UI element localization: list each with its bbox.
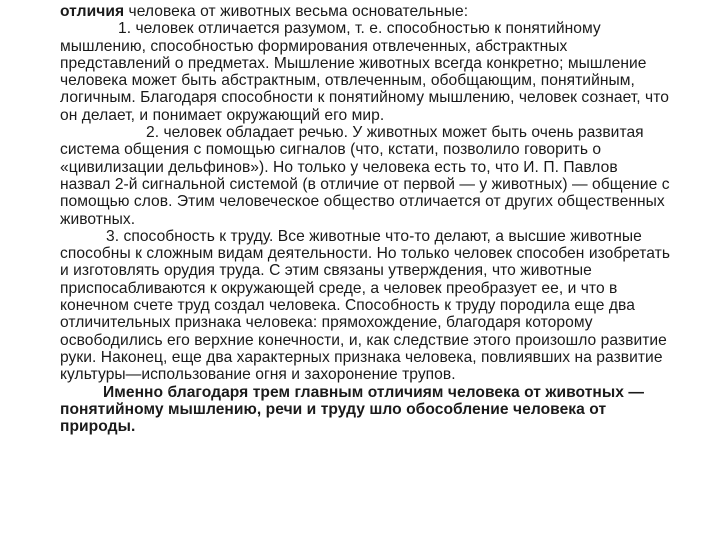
point-2-paragraph: 2. человек обладает речью. У животных может быть очень развитая система общения с помощью сигналов (что, кстати, позволило говорить о «цивилизации дельфинов»). Но только у человека есть то, что И. П. Павлов назвал 2-й сигнальной системой (в отличие от первой — у животных) — общение с помощью слов. Этим человеческое общество отличается от других общественных животных. [60, 124, 670, 228]
intro-paragraph [60, 3, 672, 20]
point-3-paragraph: 3. способность к труду. Все животные что-то делают, а высшие животные способны к сложным видам деятельности. Но только человек способен изобретать и изготовлять орудия труда. С этим связаны утверждения, что животные приспосабливаются к окружающей среде, а человек преобразует ее, и что в конечном счете труд создал человека. Способность к труду породила еще два отличительных признака человека: прямохождение, благодаря которому освободились его верхние конечности, и, как следствие этого произошло развитие руки. Наконец, еще два характерных признака человека, повлиявших на развитие культуры—использование огня и захоронение трупов. [60, 227, 671, 384]
intro-text: человека от животных весьма основательные: [124, 3, 469, 20]
document-text [60, 3, 672, 435]
intro-bold-word: отличия [60, 3, 125, 20]
conclusion-paragraph: Именно благодаря трем главным отличиям человека от животных — понятийному мышлению, речи и труду шло обособление человека от природы. [60, 383, 645, 436]
point-1-paragraph: 1. человек отличается разумом, т. е. способностью к понятийному мышлению, способностью формирования отвлеченных, абстрактных представлений о предметах. Мышление животных всегда конкретно; мышление человека может быть абстрактным, отвлеченным, обобщающим, понятийным, логичным. Благодаря способности к понятийному мышлению, человек сознает, что он делает, и понимает окружающий его мир. [60, 20, 669, 124]
